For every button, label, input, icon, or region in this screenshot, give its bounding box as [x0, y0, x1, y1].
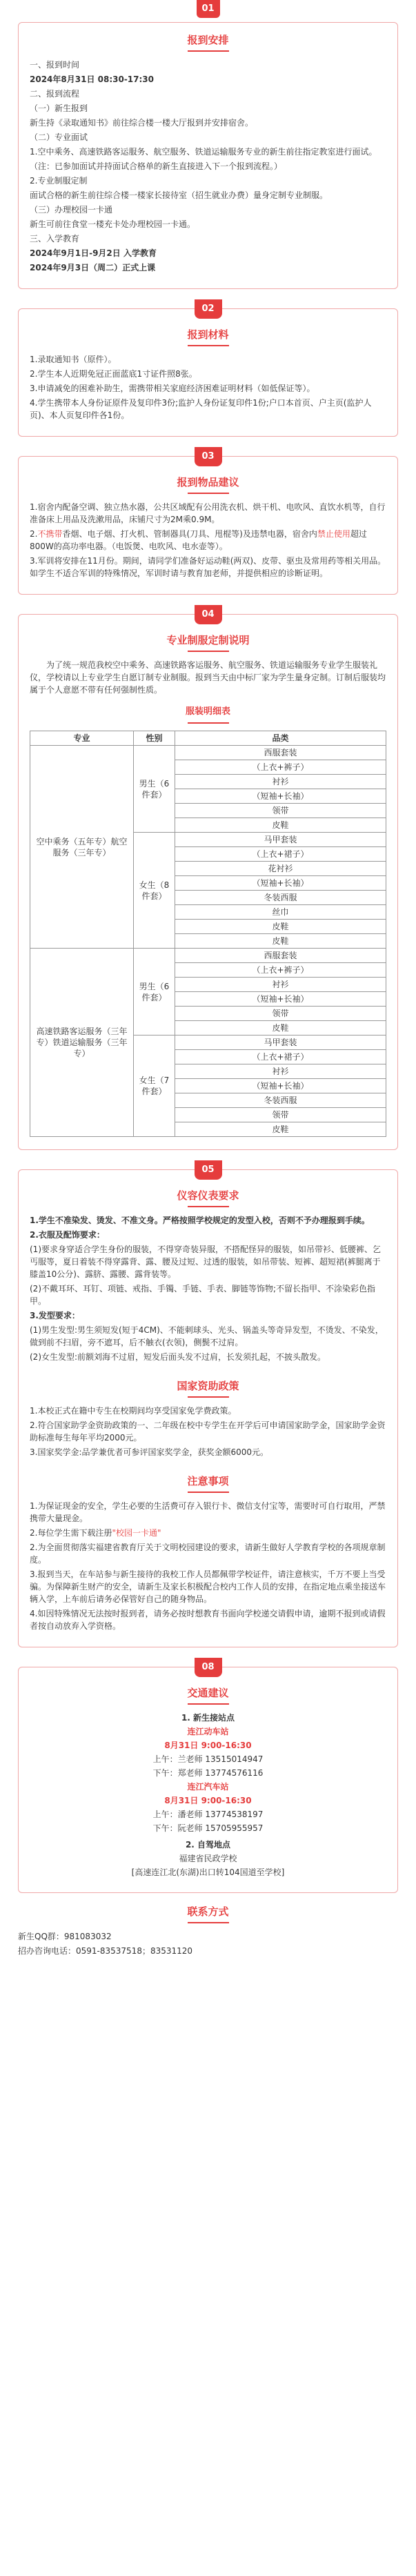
text-line: 1.学生不准染发、烫发、不准文身。严格按照学校规定的发型入校，否则不予办理报到手续。 — [30, 1216, 370, 1225]
cell-item: 领带 — [175, 1108, 386, 1122]
section-schedule — [18, 22, 398, 289]
cell-item: 丝巾 — [175, 905, 386, 920]
text-line: 4.学生携带本人身份证原件及复印件3份;监护人身份证复印件1份;户口本首页、户主页(监护人页)、本人页复印件各1份。 — [30, 398, 372, 420]
cell-item: 冬装西服 — [175, 1093, 386, 1108]
table-row — [30, 746, 386, 760]
th-major: 专业 — [30, 731, 134, 746]
text-line: 2.学生本人近期免冠正面蓝底1寸证件照8张。 — [30, 369, 197, 379]
cell-item: （上衣+裤子） — [175, 760, 386, 775]
text-line: 新生可前往食堂一楼充卡处办理校园一卡通。 — [30, 219, 196, 229]
section-appearance — [18, 1165, 398, 1647]
cell-item: 皮鞋 — [175, 818, 386, 833]
title-underline — [188, 493, 229, 494]
text-line: 2.每位学生需下载注册"校园一卡通" — [30, 1528, 161, 1538]
text-line: （一）新生报到 — [30, 103, 88, 113]
text-line: （注：已参加面试并持面试合格单的新生直接进入下一个报到流程。） — [30, 161, 283, 171]
th-gender: 性别 — [134, 731, 175, 746]
title-underline — [188, 1703, 229, 1705]
text-line: 2024年9月1日-9月2日 入学教育 — [30, 248, 157, 258]
text-line: 2.为全面贯彻落实福建省教育厅关于文明校园建设的要求，请新生做好人学教育学校的各项规章制度。 — [30, 1543, 386, 1565]
section-title: 报到材料 — [187, 328, 229, 341]
cell-item: 皮鞋 — [175, 1021, 386, 1036]
text-line: 4.如因特殊情况无法按时报到者，请务必按时想教育书面向学校递交请假申请，逾期不报到或请假者按自动放弃入学资格。 — [30, 1609, 386, 1631]
station-time: 8月31日 9:00-16:30 — [164, 1796, 252, 1805]
section-title: 国家资助政策 — [177, 1380, 239, 1392]
text-line: 1.为保证现金的安全，学生必要的生活费可存入银行卡、微信支付宝等，需要时可自行取用，严禁携带大量现金。 — [30, 1501, 386, 1523]
cell-item: （短袖+长袖） — [175, 789, 386, 804]
section-title: 交通建议 — [187, 1687, 229, 1699]
cell-item: （上衣+裤子） — [175, 963, 386, 978]
cell-item: （上衣+裙子） — [175, 1050, 386, 1064]
table-row — [30, 949, 386, 963]
title-underline — [188, 651, 229, 652]
section-title: 仪容仪表要求 — [177, 1189, 239, 1202]
cell-item: 领带 — [175, 804, 386, 818]
cell-item: 冬装西服 — [175, 891, 386, 905]
text-line: 为了统一规范我校空中乘务、高速铁路客运服务、航空服务、铁道运输服务专业学生服装礼仪，学校请以上专业学生自愿订制专业制服。报到当天由中标厂家为学生量身定制。订制后服装均属于个人意愿不带有任何强制性质。 — [30, 660, 386, 695]
section-materials — [18, 304, 398, 437]
section-title: 报到安排 — [187, 34, 229, 46]
text-line: 2.符合国家助学金资助政策的一、二年级在校中专学生在开学后可申请国家助学金，国家助学金资助标准每生每年平均2000元。 — [30, 1420, 386, 1443]
station-time: 8月31日 9:00-16:30 — [164, 1741, 252, 1750]
cell-item: （上衣+裙子） — [175, 847, 386, 862]
cell-item: 皮鞋 — [175, 920, 386, 934]
text-line: (1)男生发型:男生须短发(短于4CM)、不能刺球头、光头、锅盖头等奇异发型，不烫发、不染发，做到前不扫眉，旁不遮耳，后不触衣(衣领)，侧鬓不过肩。 — [30, 1325, 384, 1347]
cell-item: 衬衫 — [175, 1064, 386, 1079]
cell-gender: 男生（6件套） — [134, 949, 175, 1036]
section-items — [18, 451, 398, 595]
text-line: 1.本校正式在籍中专生在校期间均享受国家免学费政策。 — [30, 1406, 237, 1416]
text-line: 3.报到当天，在车站参与新生接待的我校工作人员都佩带学校证件，请注意核实，千万不要上当受骗。为保障新生财产的安全，请新生及家长积极配合校内工作人员的安排，在指定地点乘坐接送车辆入学，上车前后请务必保管好自己的随身物品。 — [30, 1569, 386, 1604]
section-transport — [18, 1662, 398, 1893]
cell-item: （短袖+长袖） — [175, 992, 386, 1007]
section-badge-2: 02 — [195, 299, 222, 319]
cell-item: 马甲套装 — [175, 833, 386, 847]
cell-item: 领带 — [175, 1007, 386, 1021]
text-line: 2.不携带香烟、电子烟、打火机、管制器具(刀具、甩棍等)及违禁电器，宿舍内禁止使用超过800W的高功率电器。（电饭煲、电吹风、电水壶等）。 — [30, 529, 367, 551]
cell-item: 衬衫 — [175, 978, 386, 992]
title-underline — [188, 722, 229, 724]
uniform-table — [30, 731, 386, 1137]
cell-gender: 女生（7件套） — [134, 1036, 175, 1137]
cell-major: 空中乘务（五年专）航空服务（三年专） — [30, 746, 134, 949]
cell-item: （短袖+长袖） — [175, 1079, 386, 1093]
section-badge-8: 08 — [195, 1658, 222, 1677]
text-line: 3.军训将安排在11月份。期间，请同学们准备好运动鞋(两双)、皮带、驱虫及常用药等相关用品。如学生不适合军训的特殊情况，军训时请与教育加老师，并提供相应的诊断证明。 — [30, 556, 386, 578]
text-line: 面试合格的新生前往综合楼一楼家长接待室（招生就业办费）量身定制专业制服。 — [30, 190, 328, 200]
text-line: 二、报到流程 — [30, 89, 80, 99]
contact-line: 下午：阮老师 15705955957 — [152, 1823, 264, 1833]
section-contact — [18, 1905, 398, 1957]
text-line: (1)要求身穿适合学生身份的服装，不得穿奇装异服，不搭配怪异的服装，如吊带衫、低腰裤、乞丐服等，夏日着装不得穿露背、露、腰及过短、过透的服装，如吊带装、短裤、超短裙(裤腿离于膝盖10公分)、露脐、露腰、露背装等。 — [30, 1245, 382, 1279]
cell-item: 衬衫 — [175, 775, 386, 789]
cell-major: 高速铁路客运服务（三年专）铁道运输服务（三年专） — [30, 949, 134, 1137]
section-badge-1: 01 — [18, 0, 398, 18]
cell-item: 西服套装 — [175, 746, 386, 760]
section-badge-4: 04 — [195, 605, 222, 624]
text-line: （二）专业面试 — [30, 132, 88, 142]
title-underline — [188, 1922, 229, 1923]
cell-item: 皮鞋 — [175, 934, 386, 949]
contact-line: 下午：郑老师 13774576116 — [152, 1768, 264, 1778]
section-badge-3: 03 — [195, 447, 222, 466]
text-line: 1.宿舍内配备空调、独立热水器，公共区域配有公用洗衣机、烘干机、电吹风、直饮水机等，自行准备床上用品及洗漱用品，床铺尺寸为2M乘0.9M。 — [30, 502, 386, 524]
cell-item: 花衬衫 — [175, 862, 386, 876]
text-line: 2.专业制服定制 — [30, 176, 88, 186]
text-line: （三）办理校园一卡通 — [30, 205, 113, 215]
text-line: 1.空中乘务、高速铁路客运服务、航空服务、铁道运输服务专业的新生前往指定教室进行面试。 — [30, 147, 377, 157]
text-line: 2024年9月3日（周二）正式上课 — [30, 263, 156, 273]
cell-item: 皮鞋 — [175, 1122, 386, 1137]
text-line: 一、报到时间 — [30, 60, 80, 70]
address-line: 福建省民政学校 — [179, 1854, 237, 1863]
text-line: 新生持《录取通知书》前往综合楼一楼大厅报到并安排宿舍。 — [30, 118, 254, 128]
cell-gender: 女生（8件套） — [134, 833, 175, 949]
text-line: (2)不戴耳环、耳钉、项链、戒指、手镯、手链、手表、脚链等饰物;不留长指甲、不涂染彩色指甲。 — [30, 1284, 376, 1306]
text-line: 1. 新生接站点 — [181, 1713, 235, 1723]
phone-number: 招办咨询电话：0591-83537518；83531120 — [18, 1946, 193, 1956]
cell-item: （短袖+长袖） — [175, 876, 386, 891]
text-line: 3.申请减免的困难补助生，需携带相关家庭经济困难证明材料（如低保证等）。 — [30, 384, 315, 393]
section-badge-5: 05 — [195, 1160, 222, 1180]
section-uniform — [18, 609, 398, 1150]
text-line: 2.衣服及配饰要求： — [30, 1230, 105, 1240]
qq-group: 新生QQ群：981083032 — [18, 1932, 112, 1941]
cell-item: 西服套装 — [175, 949, 386, 963]
title-underline — [188, 50, 229, 52]
section-title: 联系方式 — [187, 1905, 229, 1918]
title-underline — [188, 1206, 229, 1207]
section-title: 注意事项 — [187, 1475, 229, 1487]
station-name: 连江汽车站 — [187, 1782, 229, 1792]
table-title: 服装明细表 — [185, 706, 230, 717]
text-line: (2)女生发型:前额刘海不过眉，短发后面头发不过肩，长发须扎起，不披头散发。 — [30, 1352, 326, 1362]
text-line: 三、入学教育 — [30, 234, 80, 244]
text-line: 2024年8月31日 08:30-17:30 — [30, 75, 155, 84]
section-title: 专业制服定制说明 — [166, 634, 250, 646]
title-underline — [188, 345, 229, 346]
text-line: 3.发型要求： — [30, 1311, 80, 1320]
cell-gender: 男生（6件套） — [134, 746, 175, 833]
title-underline — [188, 1492, 229, 1493]
address-line: [高速连江北(东湖)出口转104国道至学校] — [131, 1867, 285, 1877]
contact-line: 上午：潘老师 13774538197 — [152, 1810, 264, 1819]
contact-line: 上午：兰老师 13515014947 — [152, 1754, 264, 1764]
text-line: 3.国家奖学金:品学兼优者可参评国家奖学金，获奖金额6000元。 — [30, 1447, 269, 1457]
cell-item: 马甲套装 — [175, 1036, 386, 1050]
title-underline — [188, 1396, 229, 1398]
th-item: 品类 — [175, 731, 386, 746]
section-title: 报到物品建议 — [177, 476, 239, 488]
text-line: 2. 自驾地点 — [185, 1840, 231, 1850]
station-name: 连江动车站 — [187, 1727, 229, 1736]
text-line: 1.录取通知书（原件）。 — [30, 355, 117, 364]
